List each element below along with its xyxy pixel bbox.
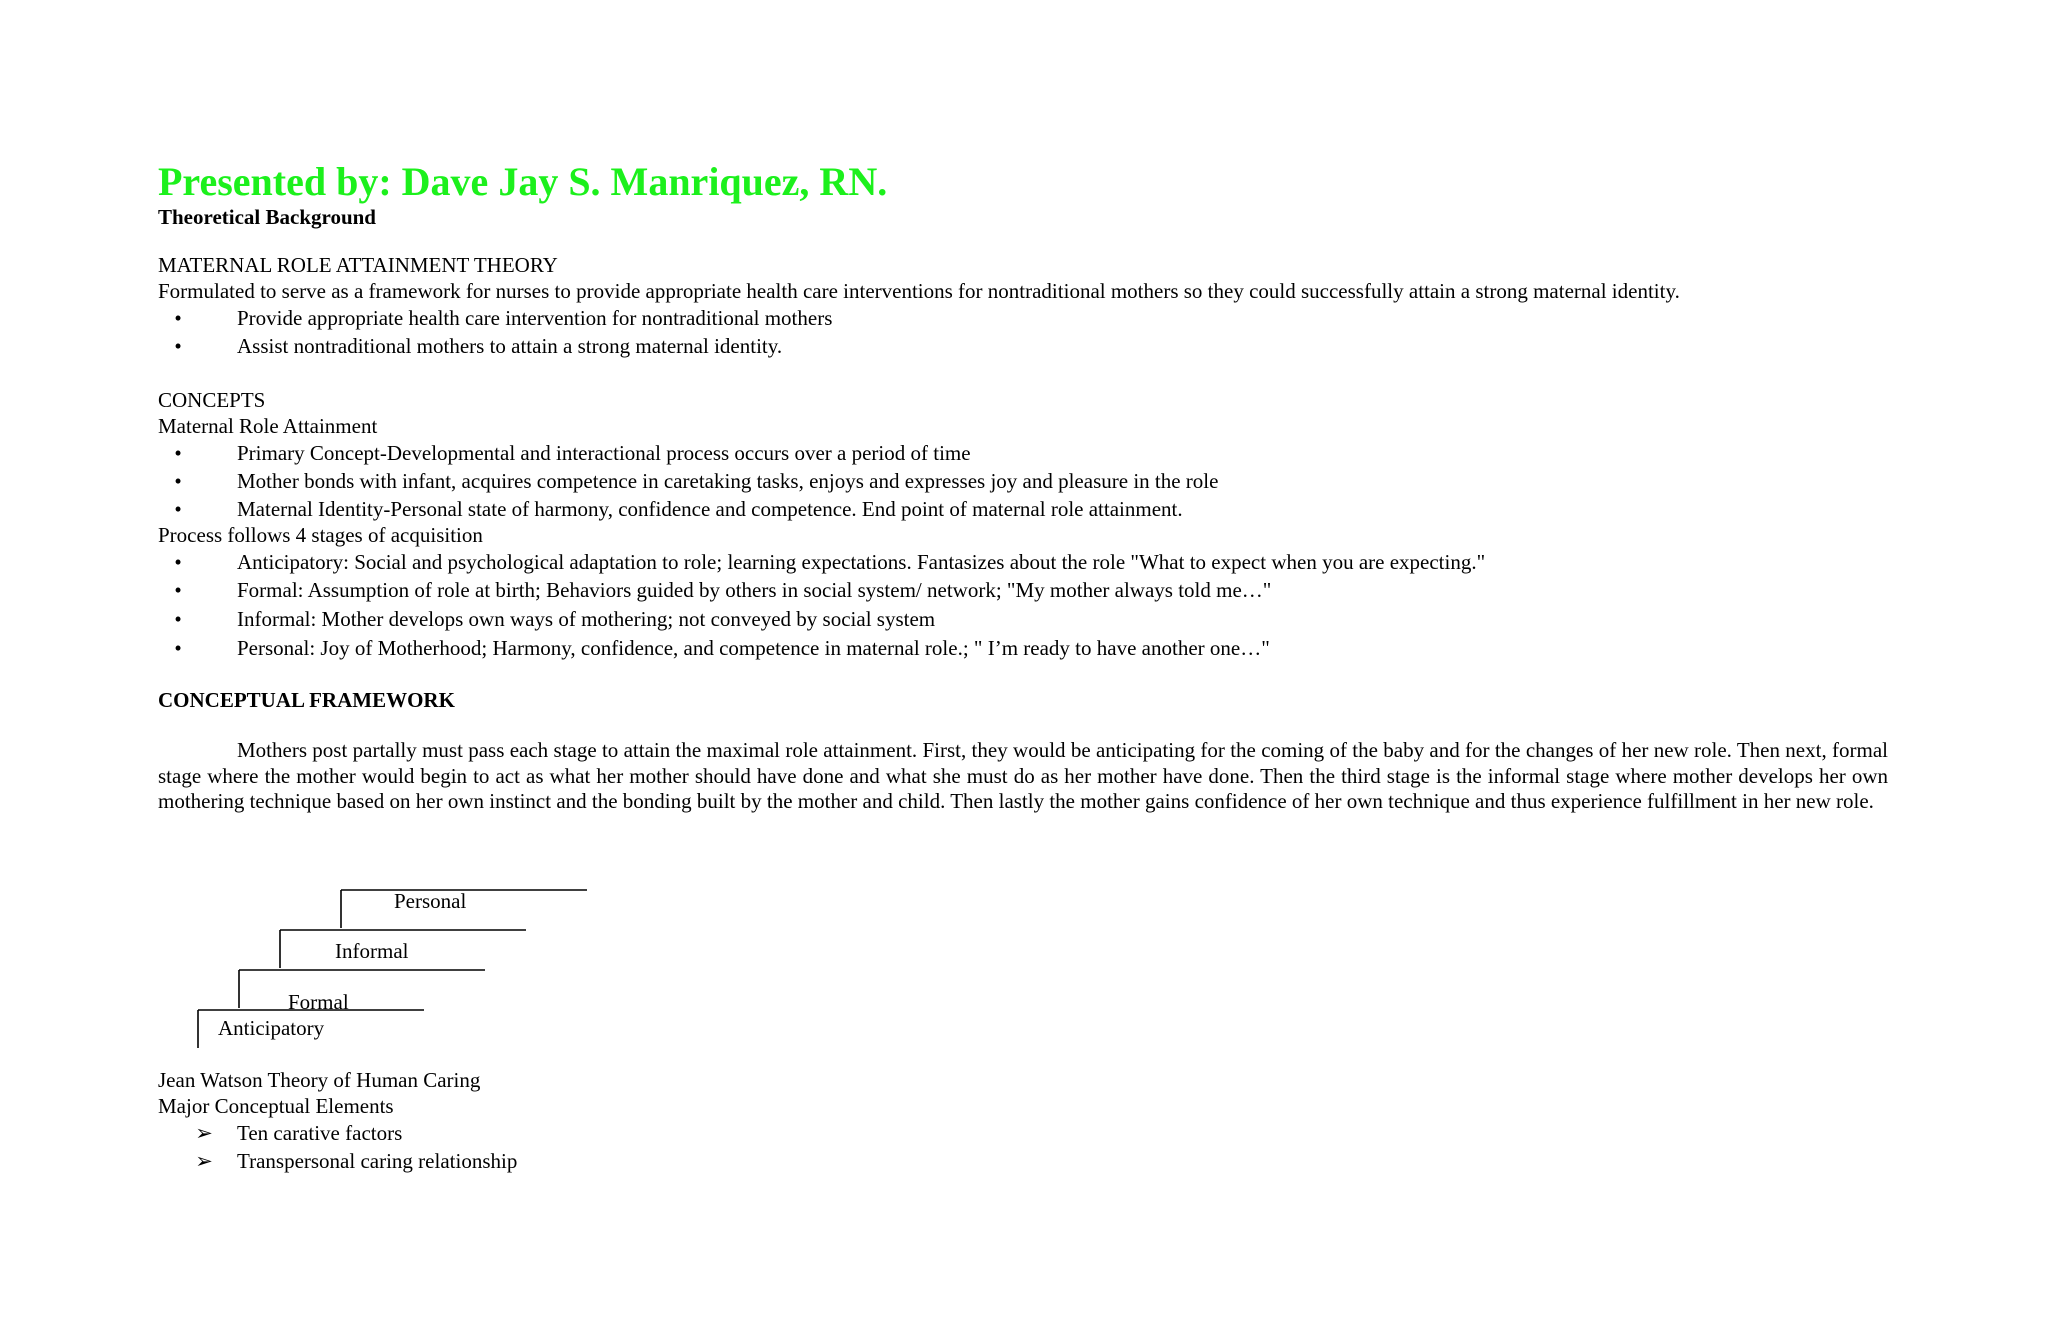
stage-anticipatory-label: Anticipatory [218,1016,325,1040]
concepts-heading: CONCEPTS [158,388,266,412]
framework-heading: CONCEPTUAL FRAMEWORK [158,688,455,712]
maternal-intro: Formulated to serve as a framework for nurses to provide appropriate health care interventions for nontraditional mothers so they could successfully attain a strong maternal identity. [158,279,1680,303]
bullet-icon: • [174,334,182,358]
stage-formal-label: Formal [288,990,349,1014]
bullet-icon: • [174,497,182,521]
arrow-bullet-icon: ➢ [195,1149,213,1173]
bullet-icon: • [174,578,182,602]
stage-personal-label: Personal [394,889,467,913]
watson-subheading: Major Conceptual Elements [158,1094,394,1118]
bullet-icon: • [174,306,182,330]
stage-informal-label: Informal [335,939,409,963]
arrow-bullet-icon: ➢ [195,1121,213,1145]
bullet-icon: • [174,441,182,465]
bullet-icon: • [174,607,182,631]
bullet-icon: • [174,469,182,493]
bullet-icon: • [174,636,182,660]
section-subtitle: Theoretical Background [158,205,376,229]
maternal-heading: MATERNAL ROLE ATTAINMENT THEORY [158,253,558,277]
bullet-icon: • [174,550,182,574]
presenter-title: Presented by: Dave Jay S. Manriquez, RN. [158,159,888,204]
concepts-subheading: Maternal Role Attainment [158,414,378,438]
stairs-lines [158,888,758,1088]
process-heading: Process follows 4 stages of acquisition [158,523,483,547]
stages-diagram [158,888,758,1088]
watson-heading: Jean Watson Theory of Human Caring [158,1068,481,1092]
framework-paragraph: Mothers post partally must pass each stage to attain the maximal role attainment. First, they would be anticipating for the coming of the baby and for the changes of her new role. Then next, formal stage where the mother would begin to act as what her mother should have done and what she must do as her mother have done. Then the third stage is the informal stage where mother develops her own mothering technique based on her own instinct and the bonding built by the mother and child. Then lastly the mother gains confidence of her own technique and thus experience fulfillment in her new role. [158,738,1888,813]
